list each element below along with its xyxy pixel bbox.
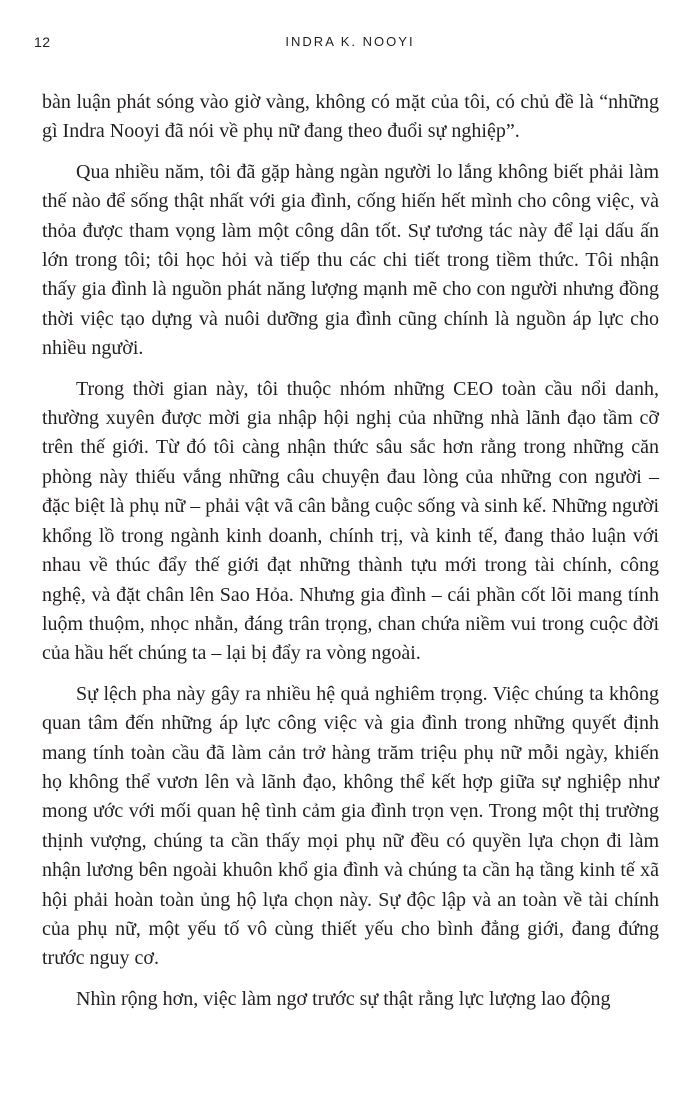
body-text bbox=[42, 88, 659, 1025]
paragraph: Qua nhiều năm, tôi đã gặp hàng ngàn người lo lắng không biết phải làm thế nào để sống thật nhất với gia đình, cống hiến hết mình cho công việc, và thỏa được tham vọng làm một công dân tốt. Sự tương tác này để lại dấu ấn lớn trong tôi; tôi học hỏi và tiếp thu các chi tiết trong tiềm thức. Tôi nhận thấy gia đình là nguồn phát năng lượng mạnh mẽ cho con người nhưng đồng thời việc tạo dựng và nuôi dưỡng gia đình cũng chính là nguồn áp lực cho nhiều người. bbox=[42, 160, 659, 360]
paragraph: Trong thời gian này, tôi thuộc nhóm những CEO toàn cầu nổi danh, thường xuyên được mời gia nhập hội nghị của những nhà lãnh đạo tầm cỡ trên thế giới. Từ đó tôi càng nhận thức sâu sắc hơn rằng trong những căn phòng này thiếu vắng những câu chuyện đau lòng của những con người – đặc biệt là phụ nữ – phải vật vã cân bằng cuộc sống và sinh kế. Những người khổng lồ trong ngành kinh doanh, chính trị, và kinh tế, đang thảo luận với nhau về thúc đẩy thế giới đạt những thành tựu mới trong tài chính, công nghệ, và đặt chân lên Sao Hỏa. Nhưng gia đình – cái phần cốt lõi mang tính luộm thuộm, nhọc nhằn, đáng trân trọng, chan chứa niềm vui trong cuộc đời của hầu hết chúng ta – lại bị đẩy ra vòng ngoài. bbox=[42, 377, 659, 665]
paragraph-last: Nhìn rộng hơn, việc làm ngơ trước sự thật rằng lực lượng lao động bbox=[76, 987, 611, 1010]
running-head-author: INDRA K. NOOYI bbox=[285, 34, 415, 49]
paragraph: Sự lệch pha này gây ra nhiều hệ quả nghiêm trọng. Việc chúng ta không quan tâm đến những áp lực công việc và gia đình trong những quyết định mang tính toàn cầu đã làm cản trở hàng trăm triệu phụ nữ mỗi ngày, khiến họ không thể vươn lên và lãnh đạo, không thể kết hợp giữa sự nghiệp như mong ước với mối quan hệ tình cảm gia đình trọn vẹn. Trong một thị trường thịnh vượng, chúng ta cần thấy mọi phụ nữ đều có quyền lựa chọn đi làm nhận lương bên ngoài khuôn khổ gia đình và chúng ta cần hạ tầng kinh tế xã hội phải hoàn toàn ủng hộ lựa chọn này. Sự độc lập và an toàn về tài chính của phụ nữ, một yếu tố vô cùng thiết yếu cho bình đẳng giới, đang đứng trước nguy cơ. bbox=[42, 682, 659, 970]
page-number: 12 bbox=[34, 34, 51, 50]
page-header bbox=[34, 34, 666, 54]
paragraph-continued: bàn luận phát sóng vào giờ vàng, không có mặt của tôi, có chủ đề là “những gì Indra Nooyi đã nói về phụ nữ đang theo đuổi sự nghiệp”. bbox=[42, 91, 659, 143]
